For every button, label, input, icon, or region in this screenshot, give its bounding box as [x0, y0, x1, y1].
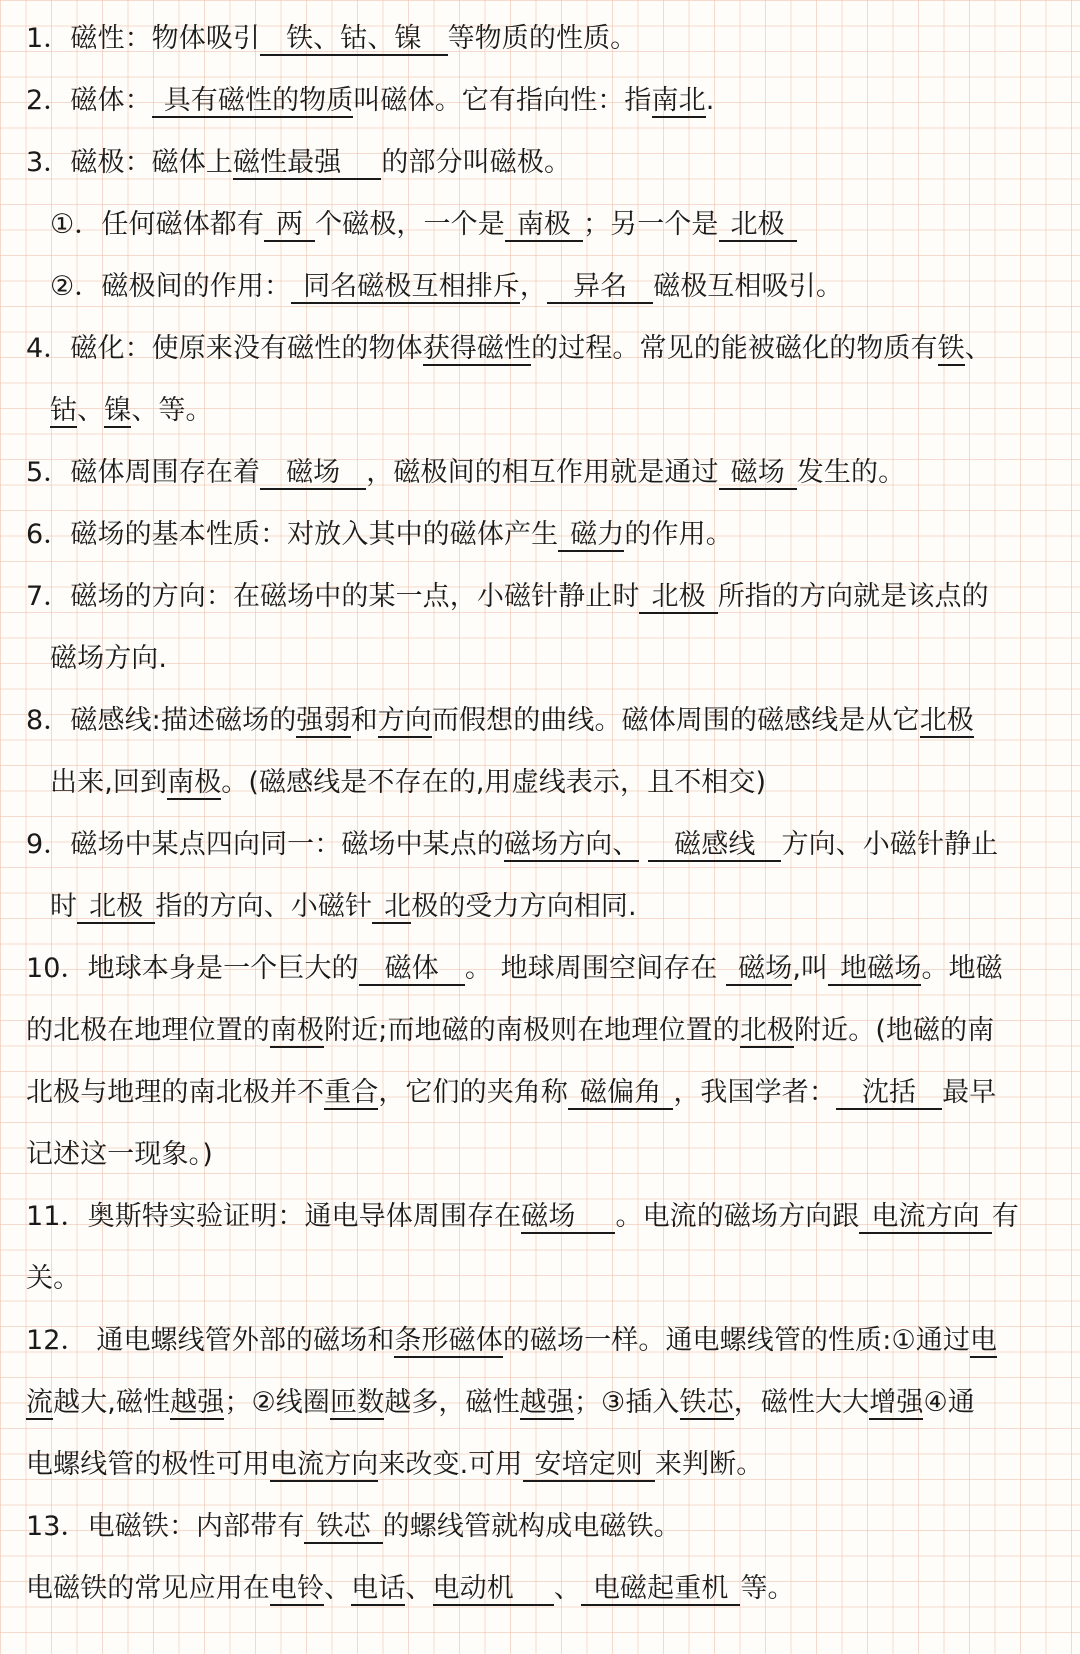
filled-blank-answer: 北极	[77, 892, 155, 924]
filled-blank-answer: 电流方向	[859, 1202, 991, 1234]
note-text: 方向、小磁针静止	[781, 829, 999, 860]
note-text: 9．磁场中某点四向同一：磁场中某点的	[26, 829, 504, 860]
note-text: ,叫	[792, 953, 829, 984]
note-line	[0, 566, 1080, 628]
note-text: 、	[964, 333, 992, 364]
note-line	[0, 690, 1080, 752]
filled-blank-answer: 磁场	[726, 954, 792, 986]
filled-blank-answer: 镍	[104, 395, 132, 426]
filled-blank-answer: 铁	[937, 333, 965, 364]
note-text: 来改变.可用	[378, 1449, 523, 1480]
note-text: 出来,回到	[50, 767, 168, 798]
note-text: 附近;而地磁的南极则在地理位置的	[324, 1015, 740, 1046]
filled-blank-answer: 电话	[351, 1573, 406, 1604]
note-line	[0, 70, 1080, 132]
note-text: ；另一个是	[583, 209, 719, 240]
note-text: 的螺线管就构成电磁铁。	[382, 1511, 681, 1542]
note-text: 12． 通电螺线管外部的磁场和	[26, 1325, 395, 1356]
filled-blank-answer: 铁、钴、镍	[260, 24, 448, 56]
filled-blank-answer: 重合	[324, 1077, 379, 1108]
note-text: 个磁极，一个是	[315, 209, 505, 240]
filled-blank-answer: 铁芯	[304, 1512, 382, 1544]
note-line	[0, 1248, 1080, 1310]
note-text: ④通	[923, 1387, 975, 1418]
note-text: ；③插入	[573, 1387, 680, 1418]
filled-blank-answer: 磁场	[521, 1202, 615, 1234]
filled-blank-answer: 南北	[651, 85, 706, 116]
filled-blank-answer: 电磁起重机	[581, 1574, 741, 1606]
filled-blank-answer: 南极	[167, 767, 222, 798]
filled-blank-answer: 南极	[505, 210, 583, 242]
filled-blank-answer: 磁体	[359, 954, 465, 986]
filled-blank-answer: 越强	[170, 1387, 225, 1418]
note-text: ；②线圈	[224, 1387, 331, 1418]
note-text: ②．磁极间的作用：	[50, 271, 292, 302]
filled-blank-answer: 越强	[519, 1387, 574, 1418]
note-text: ，它们的夹角称	[378, 1077, 569, 1108]
note-text: ，我国学者：	[673, 1077, 836, 1108]
note-text: 极的受力方向相同.	[411, 891, 637, 922]
filled-blank-answer: 北极	[739, 1015, 795, 1046]
filled-blank-answer: 钴	[50, 395, 78, 426]
note-text: 、	[324, 1573, 352, 1604]
note-text: 11．奥斯特实验证明：通电导体周围存在	[26, 1201, 522, 1232]
note-text: 发生的。	[796, 457, 906, 488]
filled-blank-answer: 匝数	[330, 1387, 385, 1418]
note-line	[0, 938, 1080, 1000]
filled-blank-answer: 北	[372, 892, 411, 924]
note-line	[0, 1186, 1080, 1248]
note-text: 等物质的性质。	[447, 23, 638, 54]
note-text: 磁场方向.	[50, 643, 168, 674]
note-text: 13．电磁铁：内部带有	[26, 1511, 305, 1542]
filled-blank-answer: 增强	[869, 1387, 924, 1418]
note-text: 。电流的磁场方向跟	[615, 1201, 860, 1232]
note-line	[0, 1372, 1080, 1434]
note-text: 、	[77, 395, 105, 426]
note-text: ，	[519, 271, 548, 302]
note-text: 所指的方向就是该点的	[717, 581, 989, 612]
filled-blank-answer: 具有磁性的物质	[152, 86, 354, 118]
filled-blank-answer: 电动机	[433, 1574, 554, 1606]
note-text: 。地磁	[921, 953, 1003, 984]
note-text: 磁极互相吸引。	[653, 271, 843, 302]
filled-blank-answer: 磁偏角	[568, 1078, 673, 1110]
filled-blank-answer: 磁力	[558, 520, 624, 552]
note-line	[0, 1062, 1080, 1124]
note-text: 6．磁场的基本性质：对放入其中的磁体产生	[26, 519, 559, 550]
note-line	[0, 628, 1080, 690]
note-line	[0, 1124, 1080, 1186]
filled-blank-answer: 北极	[719, 210, 797, 242]
note-text: 记述这一现象。)	[26, 1139, 213, 1170]
note-text: 的作用。	[624, 519, 733, 550]
filled-blank-answer: 磁感线	[648, 830, 781, 862]
note-text: ①．任何磁体都有	[50, 209, 265, 240]
note-text: 叫磁体。它有指向性：指	[353, 85, 652, 116]
note-text: 10．地球本身是一个巨大的	[26, 953, 359, 984]
filled-blank-answer: 同名磁极互相排斥	[291, 272, 520, 304]
note-line	[0, 752, 1080, 814]
filled-blank-answer: 方向	[377, 705, 432, 736]
filled-blank-answer: 磁场方向、	[503, 829, 640, 860]
note-text: 关。	[26, 1263, 81, 1294]
note-text: 的磁场一样。通电螺线管的性质:①通过	[502, 1325, 970, 1356]
note-text: 附近。(地磁的南	[794, 1015, 995, 1046]
filled-blank-answer: 磁场	[260, 458, 366, 490]
filled-blank-answer: 沈括	[836, 1078, 942, 1110]
note-text: 、	[405, 1573, 433, 1604]
note-text: 4．磁化：使原来没有磁性的物体	[26, 333, 423, 364]
note-text: 有	[991, 1201, 1019, 1232]
filled-blank-answer: 条形磁体	[394, 1325, 503, 1356]
note-text: 指的方向、小磁针	[155, 891, 373, 922]
filled-blank-answer: 北极	[919, 705, 974, 736]
filled-blank-answer: 异名	[547, 272, 653, 304]
note-text: 8．磁感线:描述磁场的	[26, 705, 297, 736]
filled-blank-answer: 地磁场	[828, 954, 921, 986]
note-text: 的部分叫磁极。	[381, 147, 572, 178]
note-line	[0, 876, 1080, 938]
filled-blank-answer: 安培定则	[523, 1450, 655, 1482]
note-text: 和	[350, 705, 378, 736]
filled-blank-answer: 铁芯	[679, 1387, 734, 1418]
note-text: 来判断。	[654, 1449, 764, 1480]
filled-blank-answer: 获得磁性	[422, 333, 532, 364]
note-text: 最早	[942, 1077, 997, 1108]
note-line	[0, 1310, 1080, 1372]
note-text: 3．磁极：磁体上	[26, 147, 233, 178]
note-text: 。 地球周围空间存在	[464, 953, 727, 984]
note-line	[0, 1434, 1080, 1496]
note-text: 北极与地理的南北极并不	[26, 1077, 325, 1108]
note-line	[0, 1558, 1080, 1620]
note-text: ，磁性大大	[733, 1387, 870, 1418]
note-text: 而假想的曲线。磁体周围的磁感线是从它	[431, 705, 920, 736]
filled-blank-answer: 南极	[269, 1015, 325, 1046]
note-line	[0, 504, 1080, 566]
filled-blank-answer: 北极	[639, 582, 717, 614]
filled-blank-answer: 强弱	[296, 705, 351, 736]
note-text: 1．磁性：物体吸引	[26, 23, 261, 54]
filled-blank-answer: 电	[969, 1325, 998, 1356]
note-text: 等。	[740, 1573, 795, 1604]
note-line	[0, 8, 1080, 70]
note-text: 5．磁体周围存在着	[26, 457, 261, 488]
filled-blank-answer: 两	[264, 210, 315, 242]
filled-blank-answer: 电铃	[269, 1573, 325, 1604]
note-text: 。(磁感线是不存在的,用虚线表示，且不相交)	[221, 767, 767, 798]
note-text: 越多，磁性	[384, 1387, 520, 1418]
note-text: 越大,磁性	[53, 1387, 171, 1418]
note-text: 2．磁体：	[26, 85, 152, 116]
note-text: 、	[553, 1573, 581, 1604]
filled-blank-answer: 流	[26, 1387, 54, 1418]
note-line	[0, 442, 1080, 504]
note-line	[0, 318, 1080, 380]
note-line	[0, 380, 1080, 442]
filled-blank-answer: 电流方向	[269, 1449, 379, 1480]
note-text: 的北极在地理位置的	[26, 1015, 270, 1046]
note-text: 电磁铁的常见应用在	[26, 1573, 270, 1604]
note-text: 电螺线管的极性可用	[26, 1449, 270, 1480]
note-text: 7．磁场的方向：在磁场中的某一点，小磁针静止时	[26, 581, 640, 612]
note-text: 、等。	[131, 395, 213, 426]
note-line	[0, 132, 1080, 194]
note-line	[0, 814, 1080, 876]
note-line	[0, 1000, 1080, 1062]
note-text	[639, 829, 648, 860]
note-text: ，磁极间的相互作用就是通过	[366, 457, 719, 488]
note-line	[0, 1496, 1080, 1558]
note-text: .	[705, 85, 715, 116]
note-line	[0, 256, 1080, 318]
filled-blank-answer: 磁场	[719, 458, 797, 490]
filled-blank-answer: 磁性最强	[233, 148, 381, 180]
note-text: 时	[50, 891, 78, 922]
note-line	[0, 194, 1080, 256]
note-text: 的过程。常见的能被磁化的物质有	[531, 333, 938, 364]
